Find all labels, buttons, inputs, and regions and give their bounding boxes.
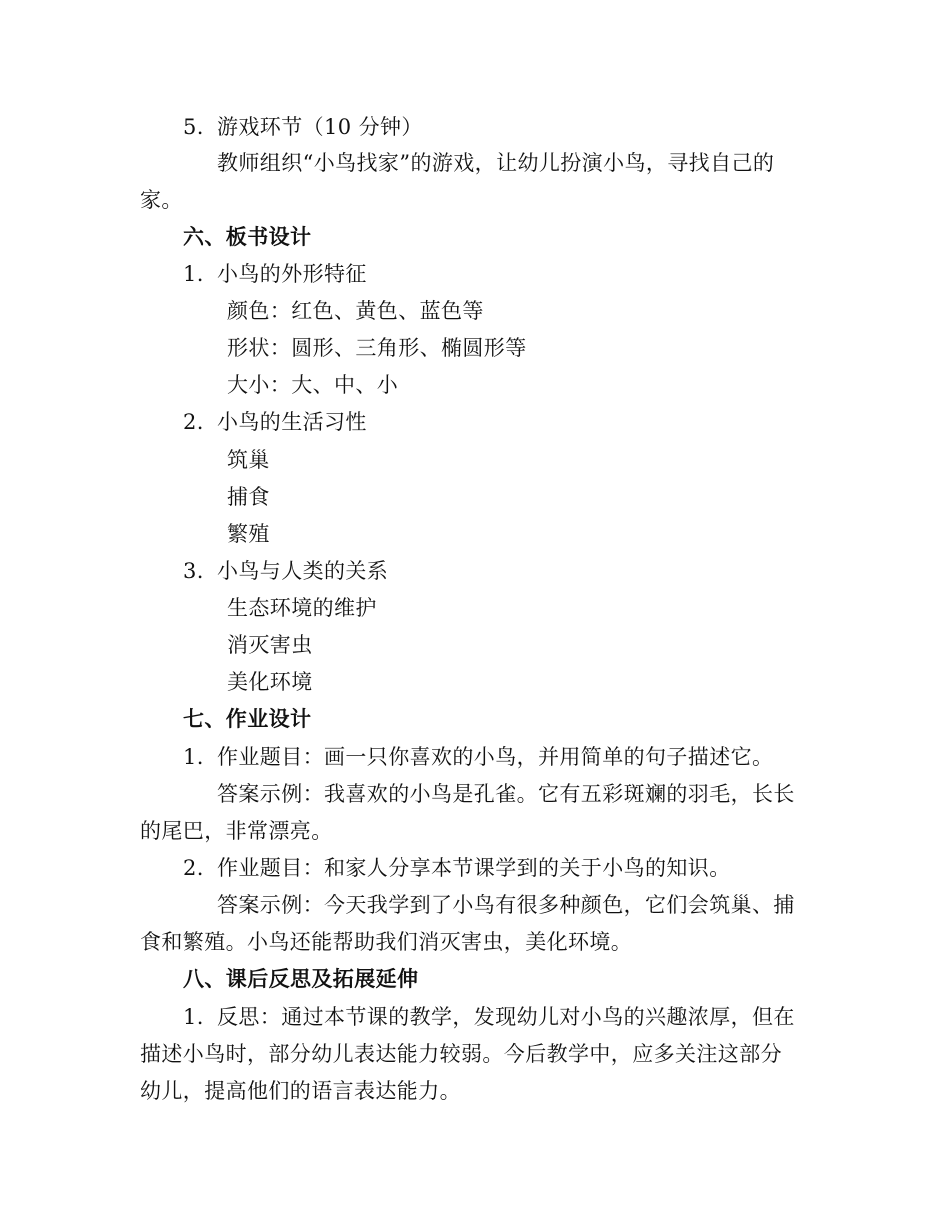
homework-item-1	[183, 743, 773, 771]
list-number: 5.	[183, 115, 204, 139]
answer-line: 答案示例：我喜欢的小鸟是孔雀。它有五彩斑斓的羽毛，长长	[217, 782, 795, 806]
section-heading: 八、课后反思及拓展延伸	[183, 966, 419, 991]
paragraph-line: 描述小鸟时，部分幼儿表达能力较弱。今后教学中，应多关注这部分	[140, 1042, 782, 1066]
paragraph-line: 家。	[140, 188, 183, 212]
board-sub-item: 生态环境的维护	[227, 596, 377, 620]
board-sub-item: 消灭害虫	[227, 633, 313, 657]
list-number: 2.	[183, 856, 204, 880]
section5-item	[183, 113, 423, 141]
board-sub-item: 捕食	[227, 485, 270, 509]
paragraph-line: 幼儿，提高他们的语言表达能力。	[140, 1079, 461, 1103]
answer-line: 食和繁殖。小鸟还能帮助我们消灭害虫，美化环境。	[140, 930, 633, 954]
board-item-1	[183, 260, 367, 288]
list-text: 反思：通过本节课的教学，发现幼儿对小鸟的兴趣浓厚，但在	[217, 1005, 795, 1029]
board-sub-item: 颜色：红色、黄色、蓝色等	[227, 299, 484, 323]
list-text: 游戏环节（10 分钟）	[217, 115, 423, 139]
section-heading: 七、作业设计	[183, 706, 312, 731]
answer-line: 的尾巴，非常漂亮。	[140, 819, 333, 843]
board-sub-item: 形状：圆形、三角形、椭圆形等	[227, 336, 527, 360]
list-number: 3.	[183, 559, 204, 583]
list-text: 小鸟的生活习性	[217, 410, 367, 434]
board-sub-item: 筑巢	[227, 448, 270, 472]
list-text: 小鸟的外形特征	[217, 262, 367, 286]
list-text: 作业题目：画一只你喜欢的小鸟，并用简单的句子描述它。	[217, 745, 774, 769]
list-number: 1.	[183, 262, 204, 286]
section-heading: 六、板书设计	[183, 224, 312, 249]
list-text: 小鸟与人类的关系	[217, 559, 389, 583]
list-number: 1.	[183, 745, 204, 769]
board-item-2	[183, 408, 367, 436]
board-item-3	[183, 557, 388, 585]
reflection-item	[183, 1003, 795, 1031]
board-sub-item: 大小：大、中、小	[227, 373, 399, 397]
answer-line: 答案示例：今天我学到了小鸟有很多种颜色，它们会筑巢、捕	[217, 893, 795, 917]
board-sub-item: 美化环境	[227, 670, 313, 694]
list-number: 1.	[183, 1005, 204, 1029]
list-text: 作业题目：和家人分享本节课学到的关于小鸟的知识。	[217, 856, 731, 880]
paragraph-line: 教师组织“小鸟找家”的游戏，让幼儿扮演小鸟，寻找自己的	[217, 151, 775, 175]
list-number: 2.	[183, 410, 204, 434]
board-sub-item: 繁殖	[227, 522, 270, 546]
homework-item-2	[183, 854, 731, 882]
